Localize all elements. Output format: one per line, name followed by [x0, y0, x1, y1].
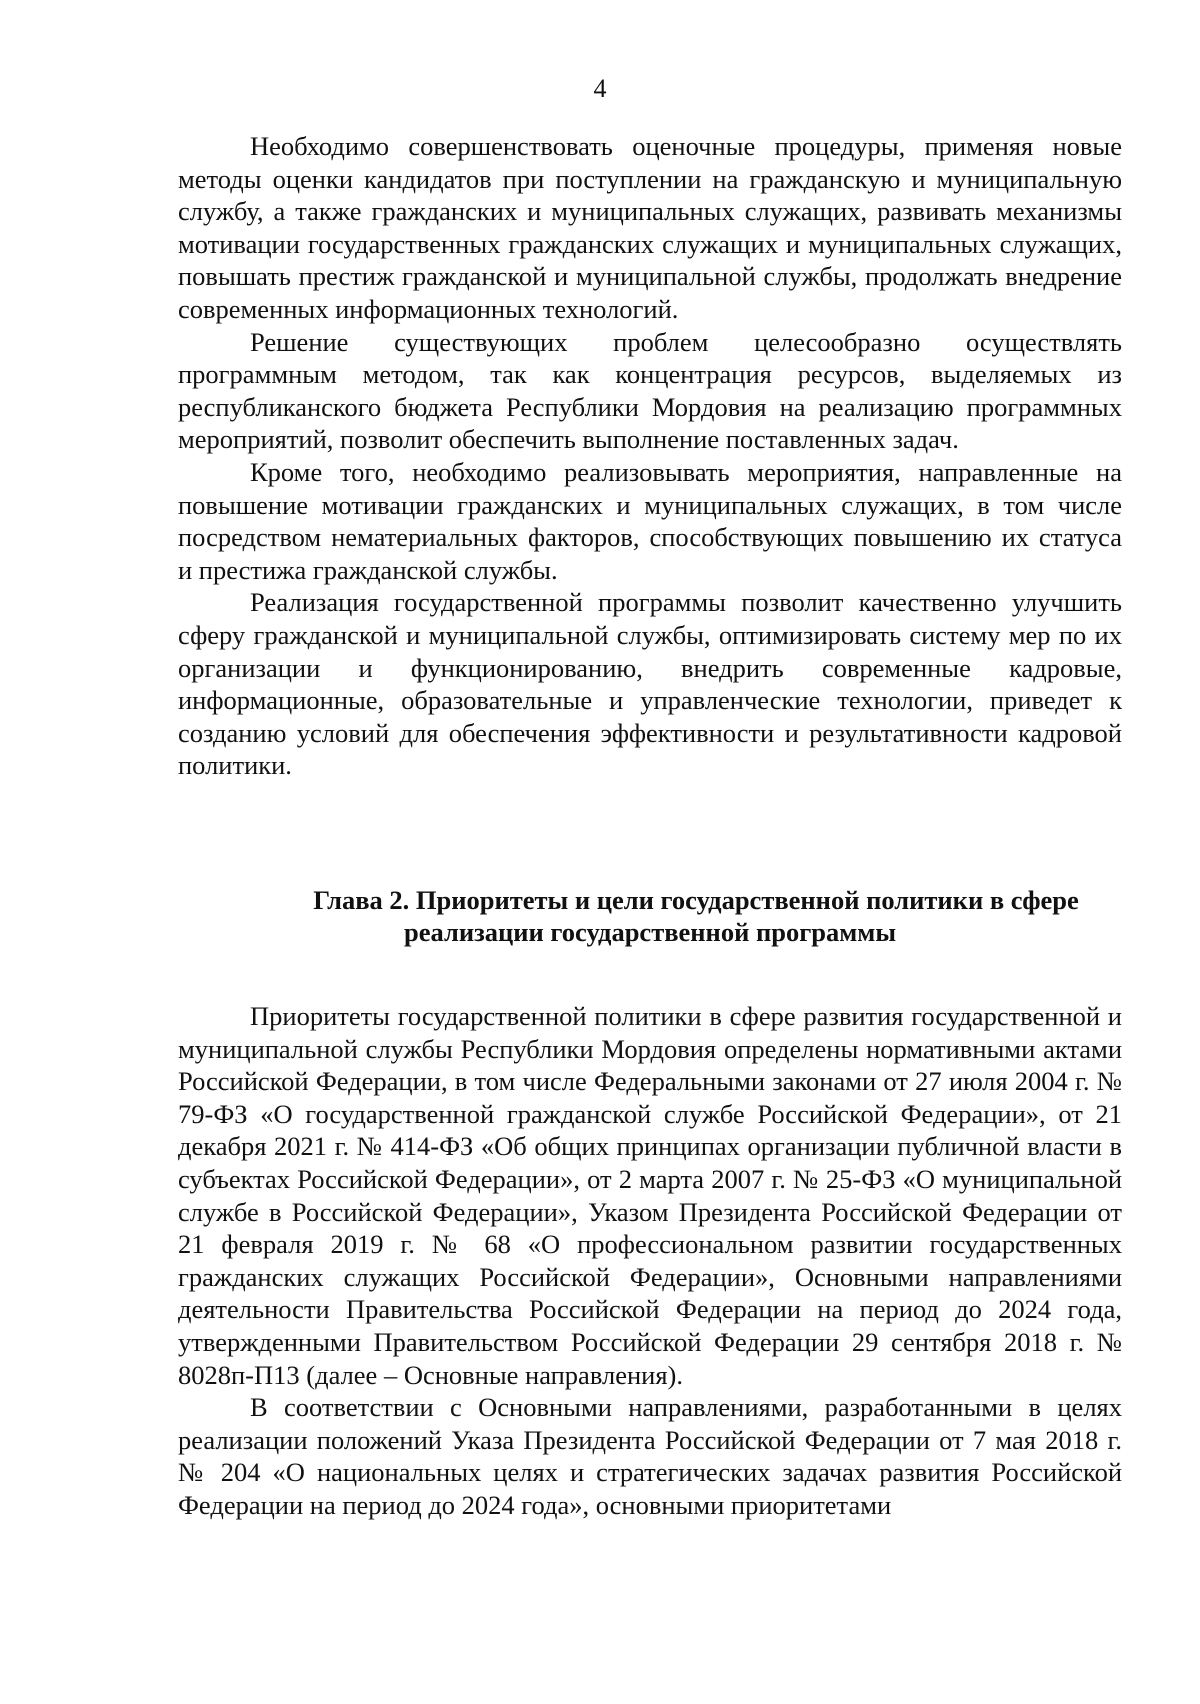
- chapter-paragraph-priorities: Приоритеты государственной политики в сфере развития государственной и муниципальной службы Республики Мордовия определены нормативными актами Российской Федерации, в том числе Федеральными законами от 27 июля 2004 г. № 79-ФЗ «О государственной гражданской службе Российской Федерации», от 21 декабря 2021 г. № 414-ФЗ «Об общих принципах организации публичной власти в субъектах Российской Федерации», от 2 марта 2007 г. № 25-ФЗ «О муниципальной службе в Российской Федерации», Указом Президента Российской Федерации от 21 февраля 2019 г. № 68 «О профессиональном развитии государственных гражданских служащих Российской Федерации», Основными направлениями деятельности Правительства Российской Федерации на период до 2024 года, утвержденными Правительством Российской Федерации 29 сентября 2018 г. № 8028п-П13 (далее – Основные направления).: [178, 1001, 1122, 1390]
- chapter-text-block: [178, 1000, 1122, 1522]
- intro-paragraph-implementation: Реализация государственной программы позволит качественно улучшить сферу гражданской и муниципальной службы, оптимизировать систему мер по их организации и функционированию, внедрить современные кадровые, информационные, образовательные и управленческие технологии, приведет к созданию условий для обеспечения эффективности и результативности кадровой политики.: [178, 587, 1122, 781]
- intro-paragraph-program-method: Решение существующих проблем целесообразно осуществлять программным методом, так как концентрация ресурсов, выделяемых из республиканского бюджета Республики Мордовия на реализацию программных мероприятий, позволит обеспечить выполнение поставленных задач.: [178, 326, 1122, 455]
- chapter-heading: [178, 884, 1122, 948]
- page-number: 4: [593, 74, 607, 103]
- intro-paragraph-motivation: Кроме того, необходимо реализовывать мероприятия, направленные на повышение мотивации гражданских и муниципальных служащих, в том числе посредством нематериальных факторов, способствующих повышению их статуса и престижа гражданской службы.: [178, 456, 1122, 585]
- chapter-heading-line-2: реализации государственной программы: [403, 917, 897, 947]
- intro-paragraph-assessment: Необходимо совершенствовать оценочные процедуры, применяя новые методы оценки кандидатов при поступлении на гражданскую и муниципальную службу, а также гражданских и муниципальных служащих, развивать механизмы мотивации государственных гражданских служащих и муниципальных служащих, повышать престиж гражданской и муниципальной службы, продолжать внедрение современных информационных технологий.: [178, 131, 1122, 324]
- chapter-heading-line-1: Глава 2. Приоритеты и цели государственной политики в сфере: [313, 885, 1079, 915]
- chapter-paragraph-main-directions: В соответствии с Основными направлениями, разработанными в целях реализации положений Указа Президента Российской Федерации от 7 мая 2018 г. № 204 «О национальных целях и стратегических задачах развития Российской Федерации на период до 2024 года», основными приоритетами: [178, 1392, 1122, 1520]
- intro-text-block: [178, 130, 1122, 782]
